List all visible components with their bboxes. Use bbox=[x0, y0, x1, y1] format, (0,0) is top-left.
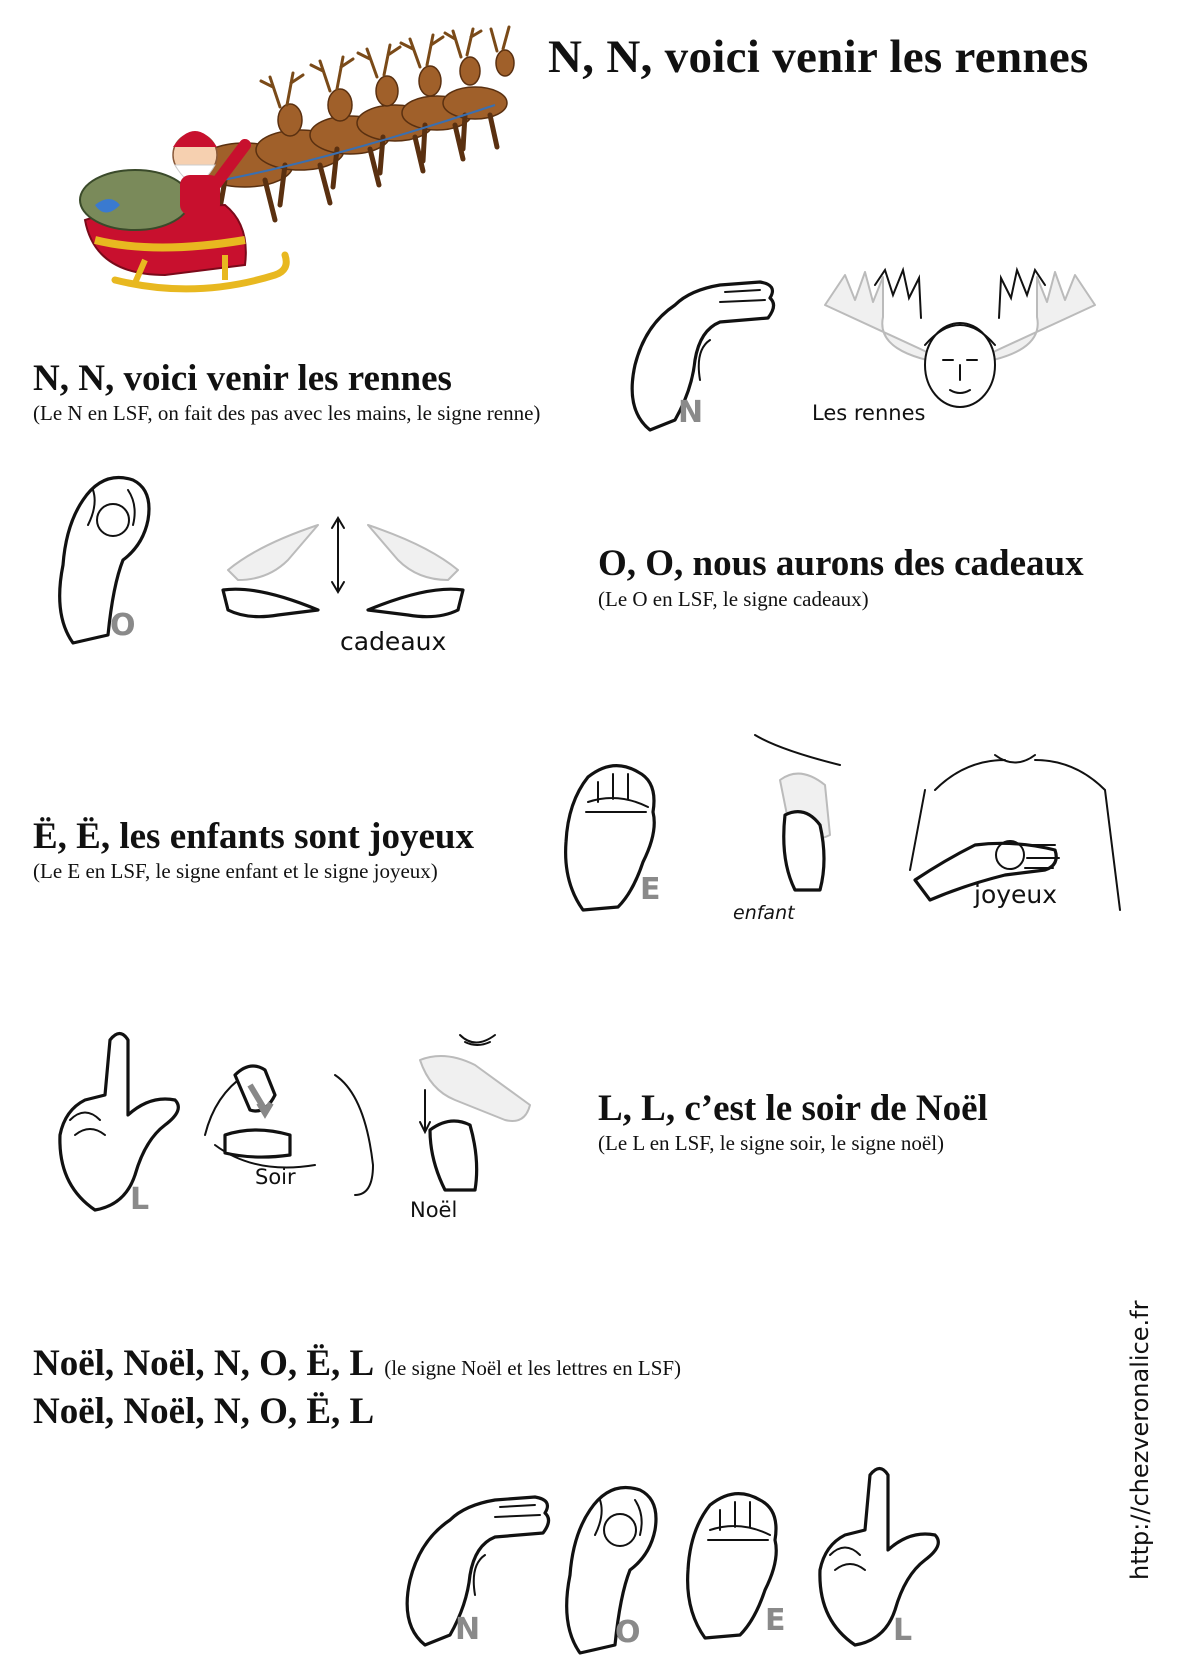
caption-soir: Soir bbox=[255, 1165, 296, 1189]
bottom-letter-l: L bbox=[893, 1613, 913, 1648]
letter-o-label: O bbox=[110, 608, 136, 643]
refrain-line-1 bbox=[33, 1342, 681, 1385]
letter-l-label: L bbox=[130, 1182, 150, 1217]
hand-sign-o-icon bbox=[48, 465, 168, 650]
caption-enfant: enfant bbox=[733, 902, 795, 924]
page-title: N, N, voici venir les rennes bbox=[548, 31, 1089, 83]
verse-n-note: (Le N en LSF, on fait des pas avec les mains, le signe renne) bbox=[33, 401, 541, 425]
verse-e-note: (Le E en LSF, le signe enfant et le signe joyeux) bbox=[33, 859, 438, 883]
verse-n-line: N, N, voici venir les rennes bbox=[33, 358, 452, 399]
caption-rennes: Les rennes bbox=[812, 401, 926, 425]
sign-noel-illustration bbox=[405, 1030, 545, 1215]
bottom-letter-n: N bbox=[455, 1612, 481, 1647]
bottom-letter-e: E bbox=[765, 1603, 786, 1638]
refrain-note: (le signe Noël et les lettres en LSF) bbox=[384, 1356, 682, 1380]
santa-sleigh-illustration bbox=[75, 25, 515, 315]
hand-sign-l-icon bbox=[50, 1025, 185, 1220]
verse-l-note: (Le L en LSF, le signe soir, le signe noël) bbox=[598, 1131, 945, 1155]
verse-l-line: L, L, c’est le soir de Noël bbox=[598, 1088, 988, 1129]
caption-joyeux: joyeux bbox=[974, 880, 1058, 909]
refrain-line-1-text: Noël, Noël, N, O, Ë, L bbox=[33, 1343, 375, 1384]
sign-enfant-illustration bbox=[700, 730, 880, 900]
letter-e-label: E bbox=[640, 872, 661, 907]
refrain-line-2: Noël, Noël, N, O, Ë, L bbox=[33, 1391, 375, 1432]
caption-cadeaux: cadeaux bbox=[340, 627, 447, 656]
caption-noel: Noël bbox=[410, 1198, 458, 1222]
verse-o-line: O, O, nous aurons des cadeaux bbox=[598, 543, 1084, 584]
verse-o-note: (Le O en LSF, le signe cadeaux) bbox=[598, 587, 869, 611]
verse-e-line: Ë, Ë, les enfants sont joyeux bbox=[33, 816, 474, 857]
bottom-letter-o: O bbox=[615, 1615, 641, 1650]
letter-n-label: N bbox=[678, 395, 704, 430]
website-url: http://chezveronalice.fr bbox=[1126, 1300, 1154, 1580]
hand-sign-l-icon-bottom bbox=[810, 1460, 945, 1655]
